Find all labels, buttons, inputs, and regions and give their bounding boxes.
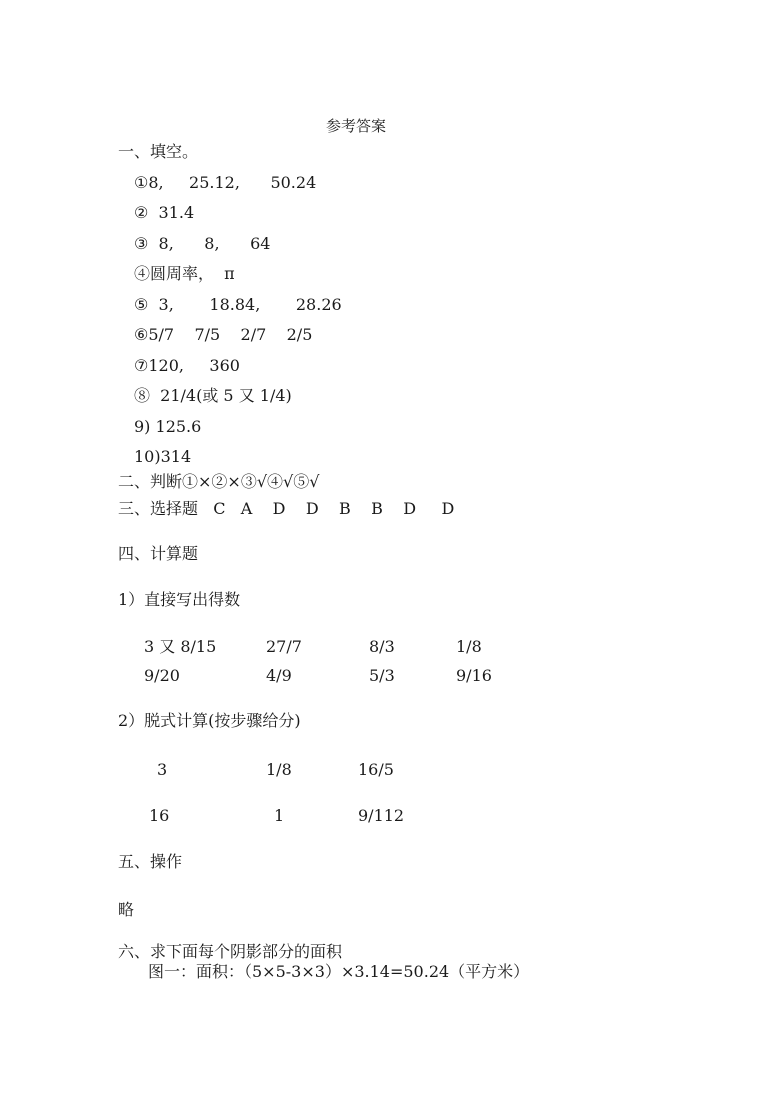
section-6-figure-1-answer: 图一：面积：（5×5-3×3）×3.14=50.24（平方米） <box>148 962 530 981</box>
calc-part-1-label: 1）直接写出得数 <box>118 590 241 609</box>
direct-answer-r1c4: 1/8 <box>456 637 482 656</box>
fill-answer-7: ⑦120, 360 <box>134 356 240 375</box>
fill-answer-5: ⑤ 3, 18.84, 28.26 <box>134 295 342 314</box>
step-answer-r2c1: 16 <box>149 806 170 825</box>
step-answer-r2c3: 9/112 <box>358 806 405 825</box>
direct-answer-r1c3: 8/3 <box>369 637 395 656</box>
fill-answer-4: ④圆周率， π <box>134 264 235 283</box>
direct-answer-r2c4: 9/16 <box>456 666 492 685</box>
section-1-heading: 一、填空。 <box>118 142 199 161</box>
section-4-heading: 四、计算题 <box>118 544 199 563</box>
direct-answer-r1c2: 27/7 <box>266 637 302 656</box>
step-answer-r1c1: 3 <box>157 760 168 779</box>
fill-answer-9: 9) 125.6 <box>134 417 202 436</box>
section-3-heading: 三、选择题 C A D D B B D D <box>118 499 455 518</box>
fill-answer-8: ⑧ 21/4(或 5 又 1/4) <box>134 386 292 405</box>
direct-answer-r2c3: 5/3 <box>369 666 395 685</box>
fill-answer-10: 10)314 <box>134 447 192 466</box>
fill-answer-2: ② 31.4 <box>134 203 195 222</box>
fill-answer-1: ①8, 25.12, 50.24 <box>134 173 317 192</box>
direct-answer-r1c1: 3 又 8/15 <box>144 637 217 656</box>
fill-answer-3: ③ 8, 8, 64 <box>134 234 271 253</box>
section-5-heading: 五、操作 <box>118 852 183 871</box>
step-answer-r2c2: 1 <box>274 806 285 825</box>
step-answer-r1c3: 16/5 <box>358 760 394 779</box>
direct-answer-r2c2: 4/9 <box>266 666 292 685</box>
section-6-heading: 六、求下面每个阴影部分的面积 <box>118 942 343 961</box>
section-2-heading: 二、判断①×②×③√④√⑤√ <box>118 472 320 491</box>
calc-part-2-label: 2）脱式计算(按步骤给分) <box>118 711 301 730</box>
fill-answer-6: ⑥5/7 7/5 2/7 2/5 <box>134 325 313 344</box>
direct-answer-r2c1: 9/20 <box>144 666 180 685</box>
section-5-content: 略 <box>118 900 135 919</box>
page-title: 参考答案 <box>326 117 387 135</box>
step-answer-r1c2: 1/8 <box>266 760 292 779</box>
